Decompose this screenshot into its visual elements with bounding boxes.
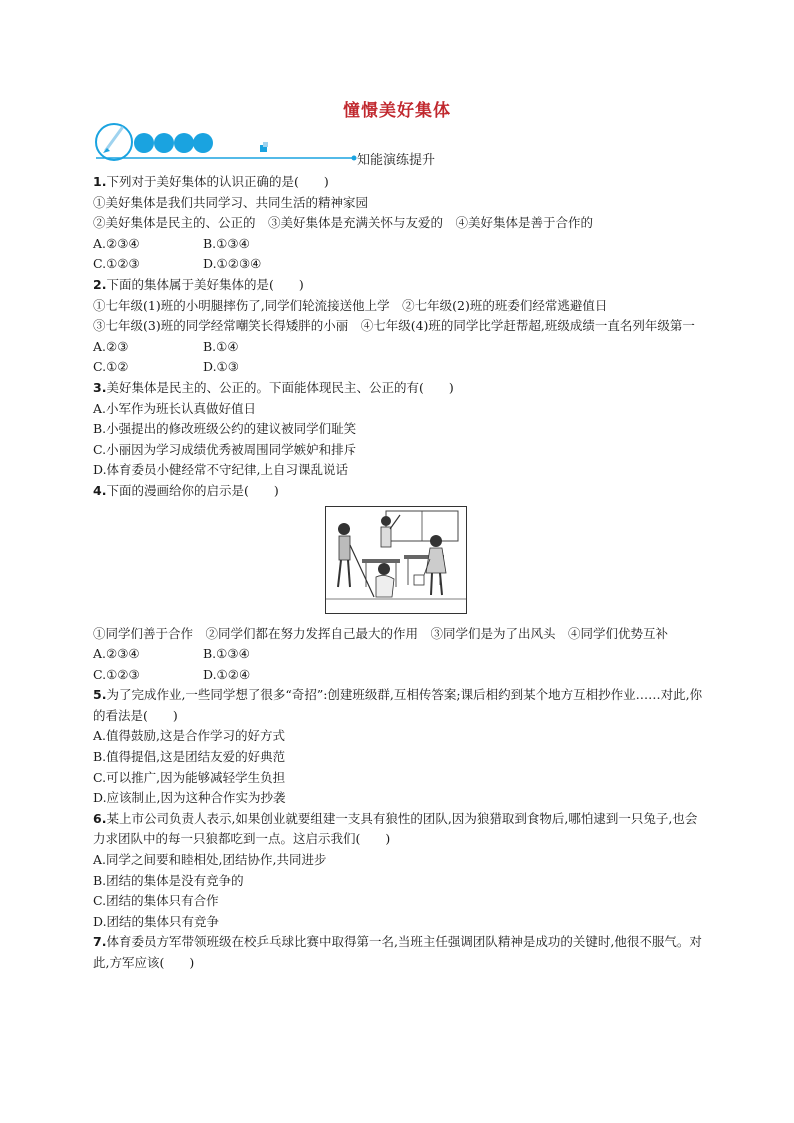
question-number: 6. (93, 810, 107, 826)
question-number: 5. (93, 687, 107, 703)
question-6 (93, 809, 708, 933)
option-c[interactable]: C.①②③ (93, 256, 140, 272)
question-1 (93, 172, 708, 275)
option-b[interactable]: B.值得提倡,这是团结友爱的好典范 (93, 749, 286, 765)
question-stem: 体育委员方军带领班级在校乒乓球比赛中取得第一名,当班主任强调团队精神是成功的关键时,他很不服气。对此,方军应该( ) (93, 934, 702, 970)
section-label: 知能演练提升 (357, 153, 436, 168)
question-number: 3. (93, 379, 107, 395)
option-c[interactable]: C.可以推广,因为能够减轻学生负担 (93, 769, 286, 785)
option-d[interactable]: D.①②④ (203, 666, 251, 682)
question-4 (93, 481, 708, 685)
option-b[interactable]: B.①④ (203, 338, 239, 354)
option-d[interactable]: D.体育委员小健经常不守纪律,上自习课乱说话 (93, 462, 349, 478)
option-b[interactable]: B.团结的集体是没有竞争的 (93, 872, 244, 888)
cartoon-area (93, 506, 708, 620)
question-stem: 为了完成作业,一些同学想了很多“奇招”:创建班级群,互相传答案;课后相约到某个地方互相抄作业……对此,你的看法是( ) (93, 687, 703, 723)
option-c[interactable]: C.①② (93, 359, 129, 375)
option-d[interactable]: D.应该制止,因为这种合作实为抄袭 (93, 790, 286, 806)
option-a[interactable]: A.值得鼓励,这是合作学习的好方式 (93, 728, 285, 744)
option-c[interactable]: C.①②③ (93, 666, 140, 682)
page-title: 憧憬美好集体 (343, 101, 451, 121)
question-stem: 某上市公司负责人表示,如果创业就要组建一支具有狼性的团队,因为狼猎取到食物后,哪怕逮到一只兔子,也会力求团队中的每一只狼都吃到一点。这启示我们( ) (93, 810, 698, 847)
option-b[interactable]: B.①③④ (203, 646, 250, 662)
option-d[interactable]: D.①②③④ (203, 256, 262, 272)
question-3 (93, 378, 708, 481)
option-d[interactable]: D.团结的集体只有竞争 (93, 913, 220, 929)
question-number: 7. (93, 934, 107, 950)
option-a[interactable]: A.②③④ (93, 646, 140, 662)
option-b[interactable]: B.小强提出的修改班级公约的建议被同学们耻笑 (93, 421, 357, 437)
banner-dots (134, 133, 213, 153)
statement: ①同学们善于合作 ②同学们都在努力发挥自己最大的作用 ③同学们是为了出风头 ④同学们优势互补 (93, 625, 669, 641)
question-list (93, 172, 708, 974)
question-number: 2. (93, 276, 107, 292)
statement: ①美好集体是我们共同学习、共同生活的精神家园 (93, 194, 369, 210)
question-number: 1. (93, 174, 107, 189)
option-c[interactable]: C.团结的集体只有合作 (93, 893, 219, 909)
question-7 (93, 932, 708, 973)
option-a[interactable]: A.②③ (93, 338, 129, 354)
statement: ③七年级(3)班的同学经常嘲笑长得矮胖的小丽 ④七年级(4)班的同学比学赶帮超,班级成绩一直名列年级第一 (93, 318, 695, 334)
option-a[interactable]: A.同学之间要和睦相处,团结协作,共同进步 (93, 852, 327, 868)
statement: ②美好集体是民主的、公正的 ③美好集体是充满关怀与友爱的 ④美好集体是善于合作的 (93, 215, 594, 231)
option-a[interactable]: A.②③④ (93, 235, 140, 251)
option-b[interactable]: B.①③④ (203, 235, 250, 251)
cartoon-illustration (325, 506, 467, 614)
question-stem: 下面的集体属于美好集体的是( ) (106, 276, 304, 292)
question-stem: 下列对于美好集体的认识正确的是( ) (106, 174, 329, 189)
small-square-icon (260, 142, 268, 152)
question-stem: 下面的漫画给你的启示是( ) (106, 482, 279, 498)
option-d[interactable]: D.①③ (203, 359, 239, 375)
statement: ①七年级(1)班的小明腿摔伤了,同学们轮流接送他上学 ②七年级(2)班的班委们经常逃避值日 (93, 297, 608, 313)
question-stem: 美好集体是民主的、公正的。下面能体现民主、公正的有( ) (106, 379, 454, 395)
question-2 (93, 275, 708, 378)
option-a[interactable]: A.小军作为班长认真做好值日 (93, 400, 257, 416)
brush-icon (96, 124, 132, 160)
option-c[interactable]: C.小丽因为学习成绩优秀被周围同学嫉妒和排斥 (93, 441, 357, 457)
question-5 (93, 685, 708, 809)
question-number: 4. (93, 482, 107, 498)
